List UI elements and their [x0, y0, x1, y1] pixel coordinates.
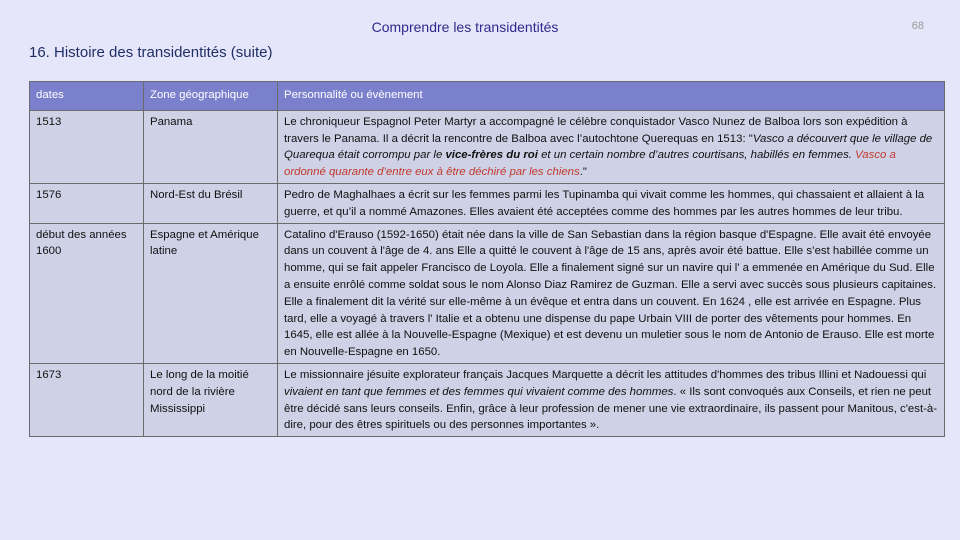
table-row	[30, 110, 945, 183]
cell-date: 1513	[30, 110, 144, 183]
event-text: Le chroniqueur Espagnol Peter Martyr a accompagné le célèbre conquistador Vasco Nunez de Balboa lors son expédition à travers le Panama. Il a décrit la rencontre de Balboa avec l’autochtone Querequas en 1513: "	[284, 115, 908, 145]
column-header-event: Personnalité ou évènement	[278, 82, 945, 111]
cell-event: Pedro de Maghalhaes a écrit sur les femmes parmi les Tupinamba qui vivait comme les hommes, qui chassaient et allaient à la guerre, et qu’il a nommé Amazones. Elles avaient été acceptées comme des hommes par les autres hommes de leur tribu.	[278, 183, 945, 223]
event-quote-emphasis: vice-frères du roi	[445, 149, 538, 162]
cell-date: début des années 1600	[30, 223, 144, 363]
cell-zone: Panama	[144, 110, 278, 183]
cell-date: 1673	[30, 363, 144, 436]
table-row	[30, 363, 945, 436]
event-quote: et un certain nombre d’autres courtisans, habillés en femmes.	[537, 149, 856, 162]
event-text: ."	[579, 166, 587, 179]
event-quote: vivaient en tant que femmes et des femmes qui vivaient comme des hommes	[284, 385, 674, 398]
slide-header-title: Comprendre les transidentités	[371, 19, 559, 35]
cell-event	[278, 110, 945, 183]
cell-event	[278, 363, 945, 436]
page-number: 68	[911, 20, 924, 32]
slide-heading: 16. Histoire des transidentités (suite)	[29, 44, 273, 61]
cell-date: 1576	[30, 183, 144, 223]
cell-zone: Nord-Est du Brésil	[144, 183, 278, 223]
table-row	[30, 223, 945, 363]
event-quote-highlight: Vasco a ordonné quarante d’entre eux à être déchiré par les chiens	[284, 149, 896, 179]
cell-zone: Espagne et Amérique latine	[144, 223, 278, 363]
event-text: Le missionnaire jésuite explorateur français Jacques Marquette a décrit les attitudes d'hommes des tribus Illini et Nadouessi qui	[284, 368, 927, 381]
table-row	[30, 183, 945, 223]
cell-zone: Le long de la moitié nord de la rivière Mississippi	[144, 363, 278, 436]
table-header-row	[30, 82, 945, 111]
cell-event: Catalino d'Erauso (1592-1650) était née dans la ville de San Sebastian dans la région basque d'Espagne. Elle avait été envoyée dans un couvent à l'âge de 4. ans Elle a quitté le couvent à l'âge de 15 ans, après avoir été battue. Elle s’est habillée comme un homme, qui se fait appeler Francisco de Loyola. Elle a finalement signé sur un navire qui l' a emmenée en Amérique du Sud. Elle a ensuite enrôlé comme soldat sous le nom Alonso Diaz Ramirez de Guzman. Elle a servi avec succès sous plusieurs capitaines. Elle a finalement dit la vérité sur elle-même à un évêque et entra dans un couvent. En 1624 , elle est arrivée en Espagne. Plus tard, elle a voyagé à travers l' Italie et a obtenu une dispense du pape Urbain VIII de porter des vêtements pour hommes. En 1645, elle est allée à la Nouvelle-Espagne (Mexique) et est devenu un muletier sous le nom de Antonio de Erauso. Elle est morte en Nouvelle-Espagne en 1650.	[278, 223, 945, 363]
column-header-dates: dates	[30, 82, 144, 111]
column-header-zone: Zone géographique	[144, 82, 278, 111]
event-quote: Vasco a découvert que le village de Quarequa était corrompu par le	[284, 132, 933, 162]
event-text: . « Ils sont convoqués aux Conseils, et rien ne peut être décidé sans leurs conseils. Enfin, grâce à leur profession de mener une vie extraordinaire, ils passent pour Manitous, c'est-à-dire, pour des êtres spirituels ou des personnes importantes ».	[284, 385, 938, 432]
history-table	[29, 81, 945, 437]
